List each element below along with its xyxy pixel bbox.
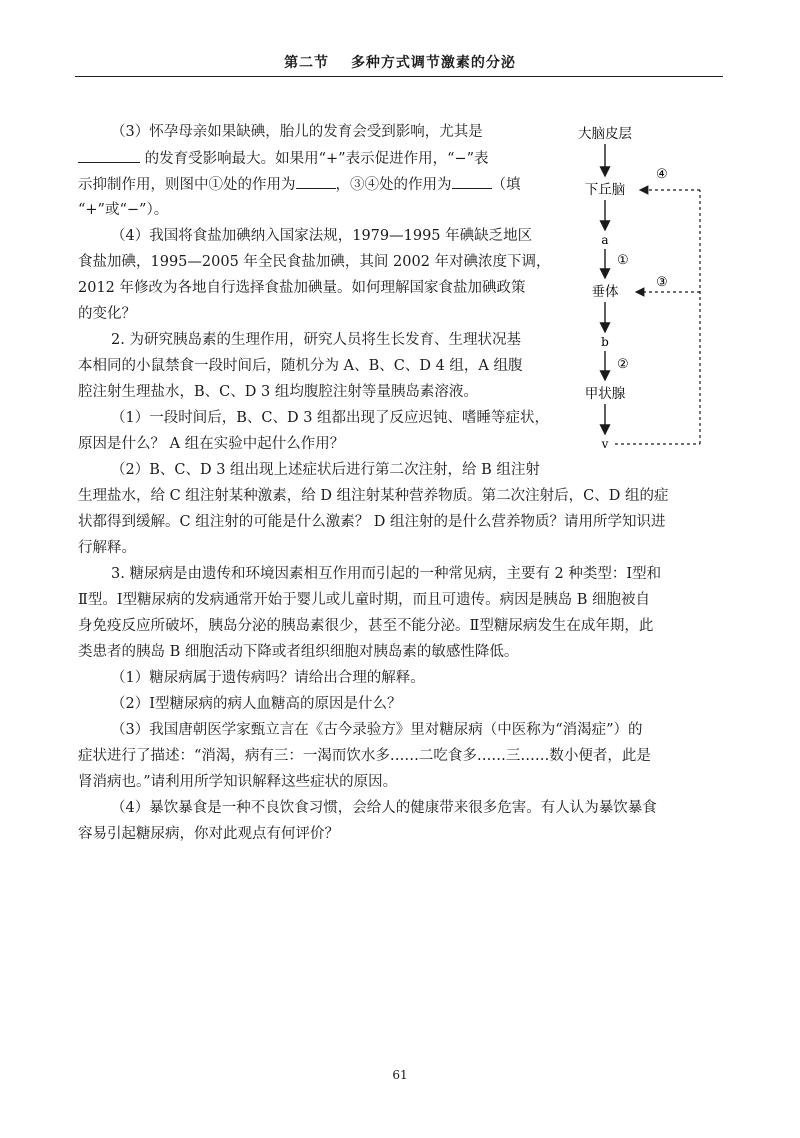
p3q4-line2: 容易引起糖尿病，你对此观点有何评价？ bbox=[78, 826, 339, 842]
q4-line2: 食盐加碘，1995—2005 年全民食盐加碘，其间 2002 年对碘浓度下调， bbox=[78, 254, 551, 270]
p2-line1: 2. 为研究胰岛素的生理作用，研究人员将生长发育、生理状况基 bbox=[111, 332, 521, 348]
p3-line2: Ⅱ型。Ⅰ型糖尿病的发病通常开始于婴儿或儿童时期，而且可遗传。病因是胰岛 B 细胞被自 bbox=[78, 592, 650, 608]
answer-blank-2[interactable] bbox=[296, 172, 336, 189]
q3-line2: 的发育受影响最大。如果用“+”表示促进作用，“−”表 bbox=[78, 146, 489, 171]
node-v: v bbox=[601, 437, 609, 451]
node-thyroid: 甲状腺 bbox=[584, 386, 626, 402]
q3-line3: 示抑制作用，则图中①处的作用为 ，③④处的作用为 （填 bbox=[78, 172, 521, 197]
page-number: 61 bbox=[392, 1068, 408, 1082]
p3q4-line1: （4）暴饮暴食是一种不良饮食习惯，会给人的健康带来很多危害。有人认为暴饮暴食 bbox=[111, 800, 657, 816]
p2q1-line2: 原因是什么？ A 组在实验中起什么作用？ bbox=[78, 436, 345, 452]
node-b: b bbox=[601, 335, 609, 349]
p3q3-line3: 肾消病也。”请利用所学知识解释这些症状的原因。 bbox=[78, 774, 398, 790]
p3-line3: 身免疫反应所破坏，胰岛分泌的胰岛素很少，甚至不能分泌。Ⅱ型糖尿病发生在成年期，此 bbox=[78, 618, 654, 634]
header-title: 多种方式调节激素的分泌 bbox=[350, 55, 516, 71]
p2-line2: 本相同的小鼠禁食一段时间后，随机分为 A、B、C、D 4 组，A 组腹 bbox=[78, 358, 523, 374]
p3q2-line: （2）Ⅰ型糖尿病的病人血糖高的原因是什么？ bbox=[111, 696, 402, 712]
p3-line4: 类患者的胰岛 B 细胞活动下降或者组织细胞对胰岛素的敏感性降低。 bbox=[78, 644, 519, 660]
p3q1-line: （1）糖尿病属于遗传病吗？请给出合理的解释。 bbox=[111, 670, 425, 686]
node-pituitary: 垂体 bbox=[591, 284, 619, 300]
p3-line1: 3. 糖尿病是由遗传和环境因素相互作用而引起的一种常见病，主要有 2 种类型：Ⅰ型和 bbox=[111, 566, 662, 582]
node-hypothalamus: 下丘脑 bbox=[584, 182, 626, 198]
node-cerebral-cortex: 大脑皮层 bbox=[578, 126, 632, 142]
answer-blank-3[interactable] bbox=[452, 172, 492, 189]
mark-2: ② bbox=[617, 357, 629, 372]
mark-3: ③ bbox=[656, 275, 668, 290]
q3-line1: （3）怀孕母亲如果缺碘，胎儿的发育会受到影响，尤其是 bbox=[111, 124, 483, 140]
q4-line1: （4）我国将食盐加碘纳入国家法规，1979—1995 年碘缺乏地区 bbox=[111, 228, 533, 244]
p2q1-line1: （1）一段时间后，B、C、D 3 组都出现了反应迟钝、嗜睡等症状， bbox=[111, 410, 550, 426]
q3-line4: “+”或“−”）。 bbox=[78, 202, 169, 218]
header-rule bbox=[75, 76, 723, 77]
answer-blank-1[interactable] bbox=[78, 146, 140, 163]
p3q3-line1: （3）我国唐朝医学家甄立言在《古今录验方》里对糖尿病（中医称为“消渴症”）的 bbox=[111, 722, 643, 738]
q4-line4: 的变化？ bbox=[78, 306, 136, 322]
p2q2-line1: （2）B、C、D 3 组出现上述症状后进行第二次注射，给 B 组注射 bbox=[111, 462, 540, 478]
running-header bbox=[0, 52, 800, 72]
p2q2-line2: 生理盐水，给 C 组注射某种激素，给 D 组注射某种营养物质。第二次注射后，C、D 组的症 bbox=[78, 488, 669, 504]
p2-line3: 腔注射生理盐水，B、C、D 3 组均腹腔注射等量胰岛素溶液。 bbox=[78, 384, 478, 400]
p2q2-line4: 行解释。 bbox=[78, 540, 136, 556]
p2q2-line3: 状都得到缓解。C 组注射的可能是什么激素？ D 组注射的是什么营养物质？请用所学知识进 bbox=[78, 514, 666, 530]
header-section: 第二节 bbox=[284, 55, 330, 71]
mark-4: ④ bbox=[656, 167, 668, 182]
p3q3-line2: 症状进行了描述：“消渴，病有三：一渴而饮水多……二吃食多……三……数小便者，此是 bbox=[78, 748, 651, 764]
mark-1: ① bbox=[617, 253, 629, 268]
node-a: a bbox=[601, 233, 609, 247]
q4-line3: 2012 年修改为各地自行选择食盐加碘量。如何理解国家食盐加碘政策 bbox=[78, 280, 526, 296]
hormone-feedback-diagram bbox=[570, 118, 720, 458]
